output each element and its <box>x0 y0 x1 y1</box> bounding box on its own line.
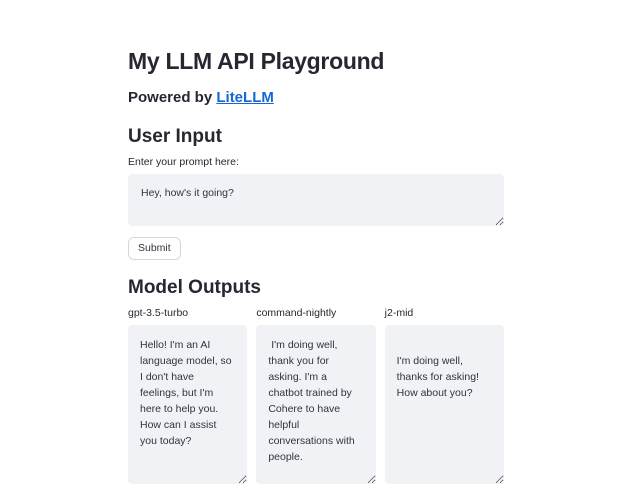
model-label-j2-mid: j2-mid <box>384 307 414 319</box>
main-content <box>128 50 504 484</box>
output-textarea-command-nightly[interactable] <box>256 325 375 484</box>
output-column-j2-mid <box>385 307 504 484</box>
page-title: My LLM API Playground <box>128 48 385 74</box>
model-label-gpt-3-5-turbo: gpt-3.5-turbo <box>128 307 189 319</box>
output-textarea-gpt-3-5-turbo[interactable] <box>128 325 247 484</box>
user-input-section <box>128 127 504 260</box>
submit-button[interactable]: Submit <box>128 237 181 260</box>
user-input-heading: User Input <box>128 126 222 147</box>
powered-by-text: Powered by <box>128 89 217 106</box>
model-outputs-section <box>128 278 504 484</box>
powered-by-line <box>128 89 504 106</box>
prompt-input[interactable] <box>128 174 504 226</box>
output-textarea-j2-mid[interactable] <box>385 325 504 484</box>
output-column-gpt-3-5-turbo <box>128 307 247 484</box>
litellm-link[interactable]: LiteLLM <box>216 89 274 106</box>
model-label-command-nightly: command-nightly <box>256 307 337 319</box>
output-column-command-nightly <box>256 307 375 484</box>
model-outputs-row <box>128 307 504 484</box>
model-outputs-heading: Model Outputs <box>128 277 261 298</box>
prompt-label: Enter your prompt here: <box>128 156 239 168</box>
